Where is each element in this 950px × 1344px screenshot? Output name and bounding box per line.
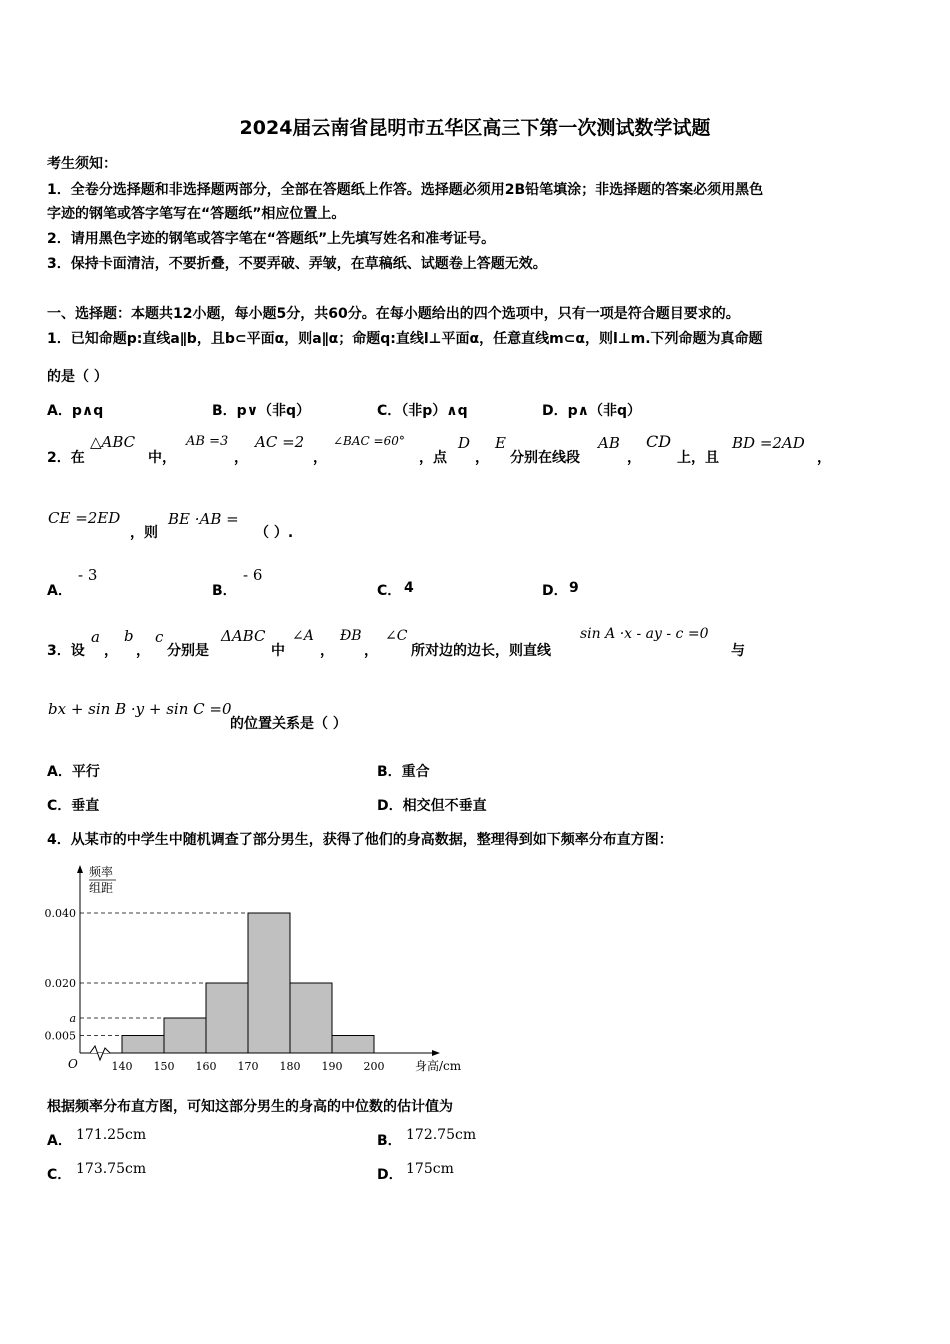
q3-option-b: B．重合 <box>377 764 430 780</box>
q2-dot-product: BE ·AB = <box>168 510 239 528</box>
frequency-histogram <box>40 858 480 1080</box>
q3-comma-4: ， <box>364 643 378 659</box>
q3-option-c: C．垂直 <box>47 798 100 814</box>
q4-option-a-value: 171.25cm <box>76 1127 147 1143</box>
q1-option-b: B．p∨（非q） <box>212 403 311 419</box>
q2-comma-4: ， <box>627 450 641 466</box>
q2-answer-blank: （ ）. <box>255 525 294 541</box>
q3-comma-2: ， <box>136 643 150 659</box>
q2-number: 2．在 <box>47 450 85 466</box>
x-axis-arrow <box>432 1050 440 1056</box>
y-tick-label: a <box>69 1012 76 1025</box>
q3-number: 3．设 <box>47 643 85 659</box>
axis-break-symbol <box>80 1046 122 1060</box>
histogram-bar <box>332 1036 374 1054</box>
q4-option-c-label: C． <box>47 1167 72 1183</box>
q3-line-2: bx + sin B ·y + sin C =0 <box>48 700 232 718</box>
q3-text-fenbie: 分别是 <box>167 643 209 659</box>
q2-text-zhong: 中， <box>148 450 176 466</box>
y-axis-label-top: 频率 <box>89 865 114 879</box>
q1-stem-line-2: 的是（ ） <box>47 369 108 385</box>
x-tick-label: 170 <box>237 1060 259 1073</box>
q2-option-d-value: 9 <box>569 580 579 596</box>
x-tick-label: 180 <box>279 1060 301 1073</box>
page-title: 2024届云南省昆明市五华区高三下第一次测试数学试题 <box>239 117 711 139</box>
x-tick-label: 160 <box>195 1060 217 1073</box>
q3-comma-3: ， <box>320 643 334 659</box>
q1-stem-line-1: 1．已知命题p:直线a∥b，且b⊂平面α，则a∥α；命题q:直线l⊥平面α，任意直线m⊂α，则l⊥m.下列命题为真命题 <box>47 331 763 347</box>
histogram-bar <box>164 1018 206 1053</box>
q2-ce-relation: CE =2ED <box>48 509 121 527</box>
q3-option-a: A．平行 <box>47 764 100 780</box>
q1-option-d: D．p∧（非q） <box>542 403 642 419</box>
q4-option-c-value: 173.75cm <box>76 1161 147 1177</box>
q2-option-a-value: - 3 <box>78 566 98 584</box>
y-axis-label-bottom: 组距 <box>89 881 114 895</box>
q3-text-yu: 与 <box>731 643 745 659</box>
q2-comma-5: ， <box>817 450 831 466</box>
notice-item-1-line-1: 1．全卷分选择题和非选择题两部分，全部在答题纸上作答。选择题必须用2B铅笔填涂；非选择题的答案必须用黑色 <box>47 182 764 198</box>
q4-stem: 4．从某市的中学生中随机调查了部分男生，获得了他们的身高数据，整理得到如下频率分布直方图： <box>47 832 673 848</box>
histogram-bar <box>290 983 332 1053</box>
notice-item-2: 2．请用黑色字迹的钢笔或答字笔在“答题纸”上先填写姓名和准考证号。 <box>47 231 496 247</box>
q2-comma-3: ， <box>475 450 489 466</box>
x-tick-label: 190 <box>321 1060 343 1073</box>
q3-var-c: c <box>155 628 164 646</box>
q4-option-a-label: A． <box>47 1133 72 1149</box>
histogram-bar <box>248 913 290 1053</box>
q4-option-b-value: 172.75cm <box>406 1127 477 1143</box>
q2-text-fenbie: 分别在线段 <box>510 450 580 466</box>
x-tick-label: 150 <box>153 1060 175 1073</box>
q2-option-d-label: D． <box>542 583 568 599</box>
q2-bd-relation: BD =2AD <box>732 434 805 452</box>
q3-line-1: sin A ·x - ay - c =0 <box>580 626 709 642</box>
q3-angle-a: ∠A <box>292 628 314 644</box>
y-tick-label: 0.040 <box>44 907 76 920</box>
q2-text-ze: ，则 <box>130 525 158 541</box>
q2-option-b-value: - 6 <box>243 566 263 584</box>
q4-question: 根据频率分布直方图，可知这部分男生的身高的中位数的估计值为 <box>47 1099 453 1115</box>
notice-heading: 考生须知： <box>47 156 117 172</box>
q2-angle: ∠BAC =60° <box>333 434 405 448</box>
q4-option-d-value: 175cm <box>406 1161 454 1177</box>
q1-option-c: C．（非p）∧q <box>377 403 468 419</box>
q2-text-shang: 上，且 <box>677 450 719 466</box>
q4-option-b-label: B． <box>377 1133 402 1149</box>
section-heading: 一、选择题：本题共12小题，每小题5分，共60分。在每小题给出的四个选项中，只有一项是符合题目要求的。 <box>47 306 740 322</box>
x-axis-label: 身高/cm <box>415 1059 462 1073</box>
q2-comma-2: ， <box>313 450 327 466</box>
q2-option-a-label: A． <box>47 583 72 599</box>
y-tick-label: 0.020 <box>44 977 76 990</box>
q2-text-dian: ，点 <box>419 450 447 466</box>
q3-text-duibian: 所对边的边长，则直线 <box>411 643 551 659</box>
q3-angle-c: ∠C <box>385 628 408 644</box>
notice-item-1-line-2: 字迹的钢笔或答字笔写在“答题纸”相应位置上。 <box>47 206 346 222</box>
q2-option-b-label: B． <box>212 583 237 599</box>
q2-point-e: E <box>495 434 506 452</box>
q3-option-d: D．相交但不垂直 <box>377 798 487 814</box>
q3-text-zhong: 中 <box>271 643 285 659</box>
y-axis-arrow <box>77 865 83 873</box>
histogram-bar <box>122 1036 164 1054</box>
histogram-bar <box>206 983 248 1053</box>
q4-option-d-label: D． <box>377 1167 403 1183</box>
q3-var-a: a <box>91 628 100 646</box>
q2-triangle: △ABC <box>90 433 136 451</box>
q1-option-a: A．p∧q <box>47 403 104 419</box>
y-tick-label: 0.005 <box>44 1029 76 1043</box>
q2-option-c-value: 4 <box>404 580 414 596</box>
x-tick-label: 140 <box>111 1060 133 1073</box>
origin-label: O <box>68 1057 78 1071</box>
q2-point-d: D <box>458 434 471 452</box>
q2-ac-value: AC =2 <box>255 433 305 451</box>
q2-segment-ab: AB <box>598 434 620 452</box>
notice-item-3: 3．保持卡面清洁，不要折叠，不要弄破、弄皱，在草稿纸、试题卷上答题无效。 <box>47 256 547 272</box>
q3-var-b: b <box>124 627 134 645</box>
q2-option-c-label: C． <box>377 583 402 599</box>
q3-comma-1: ， <box>104 643 118 659</box>
q3-angle-b: ÐB <box>340 628 362 644</box>
x-tick-label: 200 <box>363 1060 385 1073</box>
q3-triangle: ΔABC <box>221 627 266 645</box>
q3-question-tail: 的位置关系是（ ） <box>230 716 347 732</box>
q2-segment-cd: CD <box>646 432 672 451</box>
q2-comma-1: ， <box>234 450 248 466</box>
q2-ab-value: AB =3 <box>186 434 229 449</box>
